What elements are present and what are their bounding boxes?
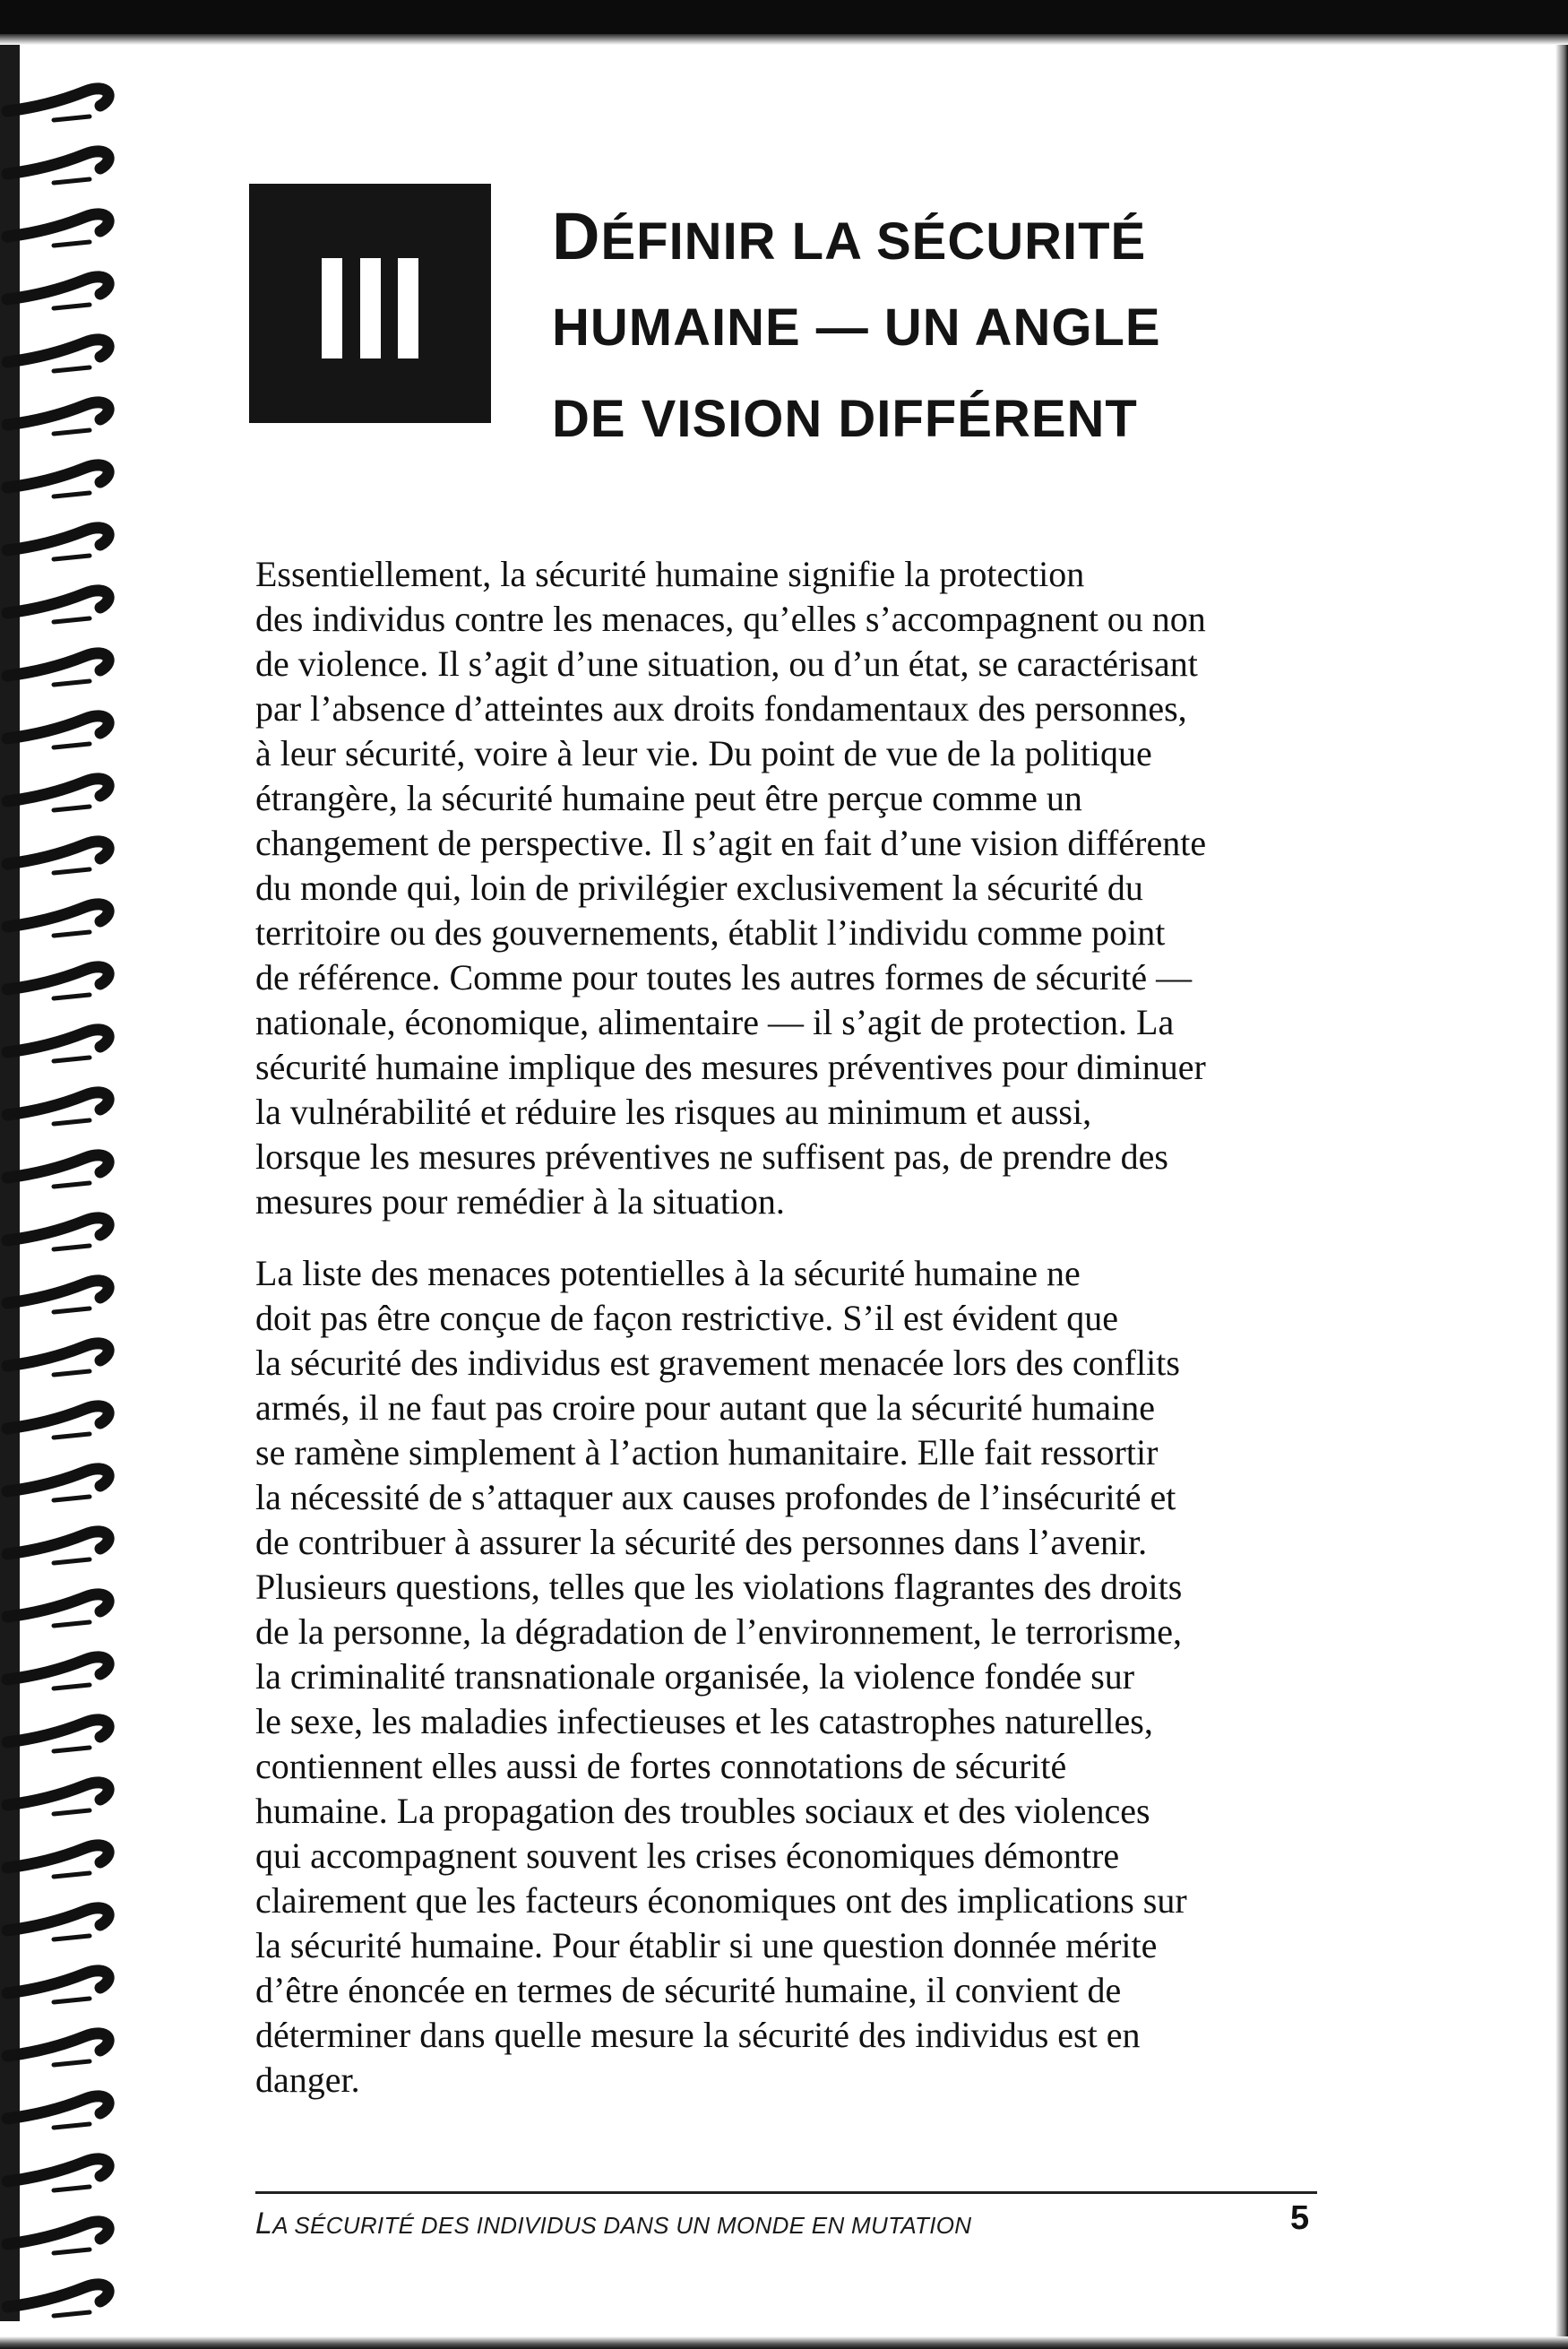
scan-top-border (0, 0, 1568, 34)
chapter-title-line-2: HUMAINE — UN ANGLE (552, 298, 1161, 357)
spiral-coil-shadow (54, 1371, 90, 1375)
spiral-coil (7, 1657, 108, 1680)
spiral-coil-shadow (54, 932, 90, 936)
spiral-coil-shadow (54, 1308, 90, 1312)
spiral-coil (7, 2284, 108, 2307)
text-line: changement de perspective. Il s’agit en fait d’une vision différente (255, 823, 1207, 863)
spiral-coil (7, 277, 108, 299)
spiral-coil-shadow (54, 1685, 90, 1688)
spiral-coil (7, 1469, 108, 1491)
spiral-coil (7, 465, 108, 488)
spiral-coil (7, 1720, 108, 1742)
spiral-coil-shadow (54, 2187, 90, 2190)
spiral-coil (7, 716, 108, 738)
text-line: à leur sécurité, voire à leur vie. Du point de vue de la politique (255, 733, 1152, 773)
spiral-coil-shadow (54, 618, 90, 622)
scan-top-shadow (0, 34, 1568, 45)
spiral-coil-shadow (54, 117, 90, 120)
spiral-coil-shadow (54, 2250, 90, 2253)
spiral-coil-shadow (54, 2061, 90, 2065)
spiral-coil-shadow (54, 1748, 90, 1751)
spiral-coil (7, 528, 108, 550)
text-line: la vulnérabilité et réduire les risques au minimum et aussi, (255, 1092, 1092, 1132)
spiral-coil-shadow (54, 807, 90, 810)
spiral-coil (7, 1343, 108, 1366)
chapter-title (552, 191, 1448, 465)
spiral-coil (7, 842, 108, 864)
roman-numeral-stroke (322, 258, 342, 358)
text-line: doit pas être conçue de façon restrictive. S’il est évident que (255, 1298, 1118, 1338)
spiral-coil (7, 1532, 108, 1554)
body-text (255, 552, 1331, 2129)
spiral-coil-shadow (54, 430, 90, 434)
spiral-coil (7, 779, 108, 801)
spiral-coil (7, 1783, 108, 1805)
spiral-coil-shadow (54, 2312, 90, 2316)
text-line: des individus contre les menaces, qu’elles s’accompagnent ou non (255, 599, 1206, 639)
spiral-coil-shadow (54, 1873, 90, 1877)
spiral-coil (7, 2222, 108, 2244)
spiral-coil (7, 1845, 108, 1868)
spiral-coil (7, 1218, 108, 1240)
spiral-coil-shadow (54, 995, 90, 998)
spiral-coil-shadow (54, 1246, 90, 1249)
text-line: la nécessité de s’attaquer aux causes profondes de l’insécurité et (255, 1477, 1176, 1517)
text-line: territoire ou des gouvernements, établit l’individu comme point (255, 912, 1166, 953)
chapter-title-line-3: DE VISION DIFFÉRENT (552, 390, 1138, 448)
text-line: se ramène simplement à l’action humanitaire. Elle fait ressortir (255, 1432, 1159, 1472)
spiral-coil (7, 967, 108, 989)
spiral-coil-shadow (54, 1183, 90, 1187)
spiral-coil-shadow (54, 869, 90, 873)
text-line: Plusieurs questions, telles que les violations flagrantes des droits (255, 1567, 1183, 1607)
text-line: sécurité humaine implique des mesures préventives pour diminuer (255, 1047, 1206, 1087)
text-line: la sécurité des individus est gravement menacée lors des conflits (255, 1343, 1180, 1383)
spiral-coil (7, 89, 108, 111)
spiral-coil (7, 2096, 108, 2119)
spiral-coil (7, 1971, 108, 1993)
spiral-coil (7, 340, 108, 362)
text-line: par l’absence d’atteintes aux droits fondamentaux des personnes, (255, 688, 1187, 729)
text-line: d’être énoncée en termes de sécurité humaine, il convient de (255, 1970, 1122, 2010)
text-line: le sexe, les maladies infectieuses et les catastrophes naturelles, (255, 1701, 1153, 1741)
roman-numeral-stroke (360, 258, 381, 358)
text-line: contiennent elles aussi de fortes connotations de sécurité (255, 1746, 1067, 1786)
spiral-coil (7, 1908, 108, 1930)
spiral-coil-shadow (54, 1559, 90, 1563)
text-line: La liste des menaces potentielles à la sécurité humaine ne (255, 1253, 1081, 1293)
spiral-coil-shadow (54, 1497, 90, 1500)
spiral-coil (7, 904, 108, 927)
text-line: nationale, économique, alimentaire — il s’agit de protection. La (255, 1002, 1175, 1042)
text-line: de violence. Il s’agit d’une situation, ou d’un état, se caractérisant (255, 643, 1198, 684)
spiral-coil (7, 1030, 108, 1052)
spiral-coil-shadow (54, 744, 90, 747)
paragraph-2 (255, 1251, 1331, 2103)
spiral-coil (7, 591, 108, 613)
spiral-coil-shadow (54, 1058, 90, 1061)
spiral-coil (7, 2034, 108, 2056)
text-line: qui accompagnent souvent les crises économiques démontre (255, 1835, 1120, 1876)
spiral-binding (0, 45, 152, 2321)
spiral-coil-shadow (54, 1810, 90, 1814)
text-line: Essentiellement, la sécurité humaine signifie la protection (255, 554, 1085, 594)
spiral-coil-shadow (54, 305, 90, 308)
spiral-coil-shadow (54, 1434, 90, 1438)
running-title: LA SÉCURITÉ DES INDIVIDUS DANS UN MONDE EN MUTATION (255, 2207, 972, 2241)
spiral-coil (7, 1406, 108, 1429)
spiral-coil-shadow (54, 1120, 90, 1124)
page-number: 5 (1290, 2199, 1310, 2237)
spiral-coil (7, 402, 108, 425)
spiral-coil-shadow (54, 681, 90, 685)
text-line: de la personne, la dégradation de l’environnement, le terrorisme, (255, 1611, 1183, 1652)
spiral-coil-shadow (54, 179, 90, 183)
paragraph-1 (255, 552, 1331, 1224)
text-line: humaine. La propagation des troubles sociaux et des violences (255, 1791, 1150, 1831)
spiral-coil-shadow (54, 1622, 90, 1626)
text-line: de contribuer à assurer la sécurité des personnes dans l’avenir. (255, 1522, 1148, 1562)
spiral-coil-shadow (54, 367, 90, 371)
spiral-coil (7, 1155, 108, 1178)
spiral-coil (7, 2159, 108, 2181)
footer-rule (255, 2191, 1317, 2194)
text-line: clairement que les facteurs économiques ont des implications sur (255, 1880, 1187, 1921)
text-line: lorsque les mesures préventives ne suffisent pas, de prendre des (255, 1136, 1168, 1177)
text-line: mesures pour remédier à la situation. (255, 1181, 785, 1222)
text-line: la sécurité humaine. Pour établir si une question donnée mérite (255, 1925, 1158, 1965)
spiral-coil (7, 214, 108, 237)
scan-bottom-edge (0, 2336, 1568, 2349)
spiral-coil-shadow (54, 242, 90, 246)
spiral-coil-shadow (54, 2124, 90, 2128)
spiral-coil (7, 653, 108, 676)
spiral-coil-shadow (54, 1936, 90, 1939)
text-line: étrangère, la sécurité humaine peut être perçue comme un (255, 778, 1082, 818)
text-line: armés, il ne faut pas croire pour autant que la sécurité humaine (255, 1387, 1156, 1428)
spiral-coil (7, 1594, 108, 1617)
spiral-coil (7, 151, 108, 174)
text-line: danger. (255, 2060, 360, 2100)
text-line: du monde qui, loin de privilégier exclusivement la sécurité du (255, 868, 1143, 908)
chapter-number-block (249, 184, 491, 423)
chapter-numeral-text (249, 184, 250, 185)
text-line: la criminalité transnationale organisée, la violence fondée sur (255, 1656, 1135, 1697)
spiral-coil-shadow (54, 493, 90, 497)
scan-right-edge (1555, 45, 1568, 2349)
spiral-coil-shadow (54, 1999, 90, 2002)
text-line: de référence. Comme pour toutes les autres formes de sécurité — (255, 957, 1193, 997)
chapter-title-line-1: DÉFINIR LA SÉCURITÉ (552, 199, 1147, 273)
spiral-coil (7, 1281, 108, 1303)
text-line: déterminer dans quelle mesure la sécurité des individus est en (255, 2015, 1141, 2055)
spiral-coil-shadow (54, 556, 90, 559)
roman-numeral-stroke (398, 258, 418, 358)
spiral-coil (7, 1092, 108, 1115)
